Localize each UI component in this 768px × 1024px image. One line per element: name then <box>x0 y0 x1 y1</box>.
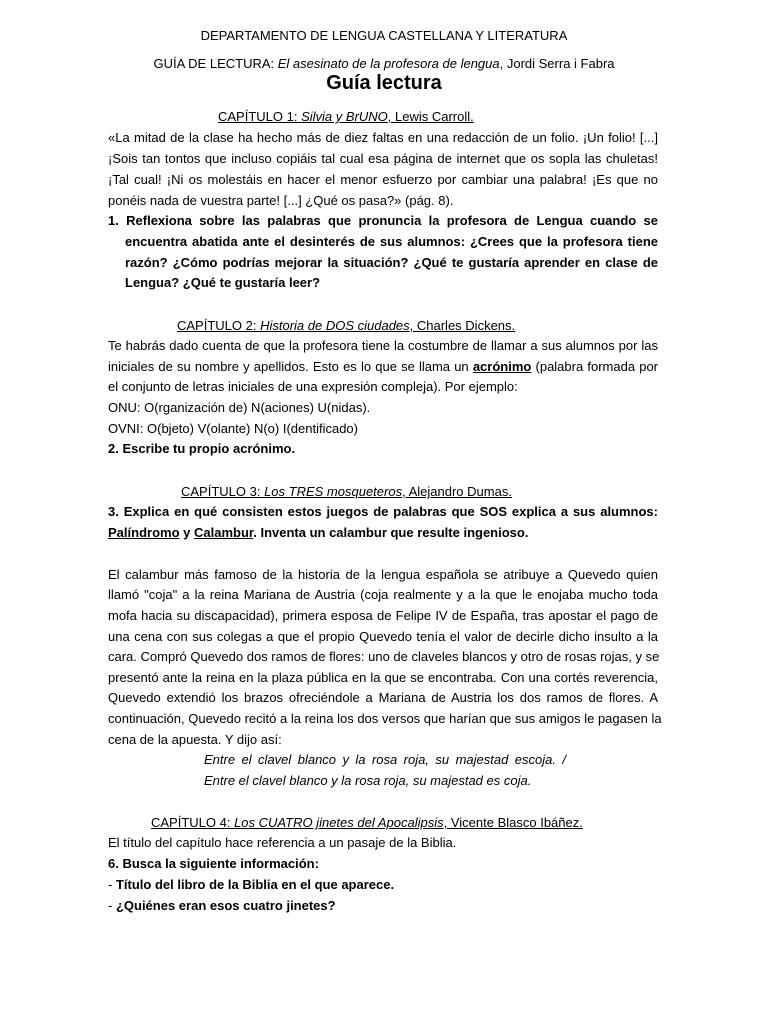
chapter-1-quote-line: «La mitad de la clase ha hecho más de diez faltas en una redacción de un folio. ¡Un folio! [...] <box>108 130 658 145</box>
acronym-example: OVNI: O(bjeto) V(olante) N(o) I(dentificado) <box>108 421 358 436</box>
chapter-1-quote-line: ponéis nada de vuestra parte! [...] ¿Qué os pasa?» (pág. 8). <box>108 193 454 208</box>
acronimo-term: acrónimo <box>472 359 532 374</box>
chapter-2-heading: CAPÍTULO 2: Historia de DOS ciudades, Charles Dickens. <box>177 318 516 333</box>
chapter-1-quote-line: ¡Tal cual! ¡Ni os molestáis en hacer el menor esfuerzo por cambiar una palabra! ¡Es que no <box>108 172 658 187</box>
calambur-paragraph-line: mofa hacia su discapacidad), primera esposa de Felipe IV de España, tras apostar el pago de <box>108 608 658 623</box>
chapter-4-text-line: El título del capítulo hace referencia a un pasaje de la Biblia. <box>108 835 457 850</box>
palindromo-term: Palíndromo <box>108 525 180 540</box>
question-6-item: - Título del libro de la Biblia en el que aparece. <box>108 877 395 892</box>
question-3-line: Palíndromo y Calambur. Inventa un calambur que resulte ingenioso. <box>108 525 529 540</box>
verse-line: Entre el clavel blanco y la rosa roja, su majestad es coja. <box>204 773 532 788</box>
chapter-4-heading: CAPÍTULO 4: Los CUATRO jinetes del Apocalipsis, Vicente Blasco Ibáñez. <box>151 815 583 830</box>
calambur-paragraph-line: El calambur más famoso de la historia de la lengua española se atribuye a Quevedo quien <box>108 567 658 582</box>
question-3-line: 3. Explica en qué consisten estos juegos de palabras que SOS explica a sus alumnos: <box>108 504 658 519</box>
page-title: Guía lectura <box>326 72 442 94</box>
question-1-line: Lengua? ¿Qué te gustaría leer? <box>125 275 321 290</box>
chapter-1-heading: CAPÍTULO 1: Silvia y BrUNO, Lewis Carroll. <box>218 109 474 124</box>
guide-subtitle: GUÍA DE LECTURA: El asesinato de la profesora de lengua, Jordi Serra i Fabra <box>153 56 615 71</box>
calambur-paragraph-line: cara. Compró Quevedo dos ramos de flores: uno de claveles blancos y otro de rosas rojas, y se <box>108 649 660 664</box>
chapter-2-text-line: Te habrás dado cuenta de que la profesora tiene la costumbre de llamar a sus alumnos por las <box>108 338 658 353</box>
verse-line: Entre el clavel blanco y la rosa roja, su majestad escoja. / <box>204 752 566 767</box>
calambur-paragraph-line: Quevedo extendió los brazos ofreciéndole a Mariana de Austria los dos ramos de flores. A <box>108 690 658 705</box>
question-1-line: 1. Reflexiona sobre las palabras que pronuncia la profesora de Lengua cuando se <box>108 213 658 228</box>
chapter-2-text-line: el conjunto de letras iniciales de una expresión compleja). Por ejemplo: <box>108 379 518 394</box>
chapter-1-quote-line: ¡Sois tan tontos que incluso copiáis tal cual esa página de internet que os sopla las chuletas! <box>108 151 658 166</box>
chapter-2-text-line: iniciales de su nombre y apellidos. Esto es lo que se llama un acrónimo (palabra formada por <box>108 359 658 374</box>
question-6-item: - ¿Quiénes eran esos cuatro jinetes? <box>108 898 336 913</box>
acronym-example: ONU: O(rganización de) N(aciones) U(nidas). <box>108 400 371 415</box>
calambur-term: Calambur <box>193 525 254 540</box>
calambur-paragraph-line: una cena con sus colegas a que el propio Quevedo tenía el valor de decirle dicho insulto a la <box>108 629 658 644</box>
question-2: 2. Escribe tu propio acrónimo. <box>108 441 296 456</box>
calambur-paragraph-line: continuación, Quevedo recitó a la reina los dos versos que harían que sus amigos le pagasen la <box>108 711 662 726</box>
question-6: 6. Busca la siguiente información: <box>108 856 319 871</box>
calambur-paragraph-line: presentó ante la reina en la plaza pública en la que se encontraba. Con una cortés reverencia, <box>108 670 658 685</box>
department-heading: DEPARTAMENTO DE LENGUA CASTELLANA Y LITERATURA <box>200 28 568 43</box>
calambur-paragraph-line: llamó "coja" a la reina Mariana de Austria (coja realmente y a la que le enojaba mucho toda <box>108 587 658 602</box>
question-1-line: razón? ¿Cómo podrías mejorar la situación? ¿Qué te gustaría aprender en clase de <box>125 255 658 270</box>
calambur-paragraph-line: cena de la apuesta. Y dijo así: <box>108 732 282 747</box>
question-1-line: encuentra abatida ante el desinterés de sus alumnos: ¿Crees que la profesora tiene <box>125 234 658 249</box>
chapter-3-heading: CAPÍTULO 3: Los TRES mosqueteros, Alejandro Dumas. <box>181 484 512 499</box>
